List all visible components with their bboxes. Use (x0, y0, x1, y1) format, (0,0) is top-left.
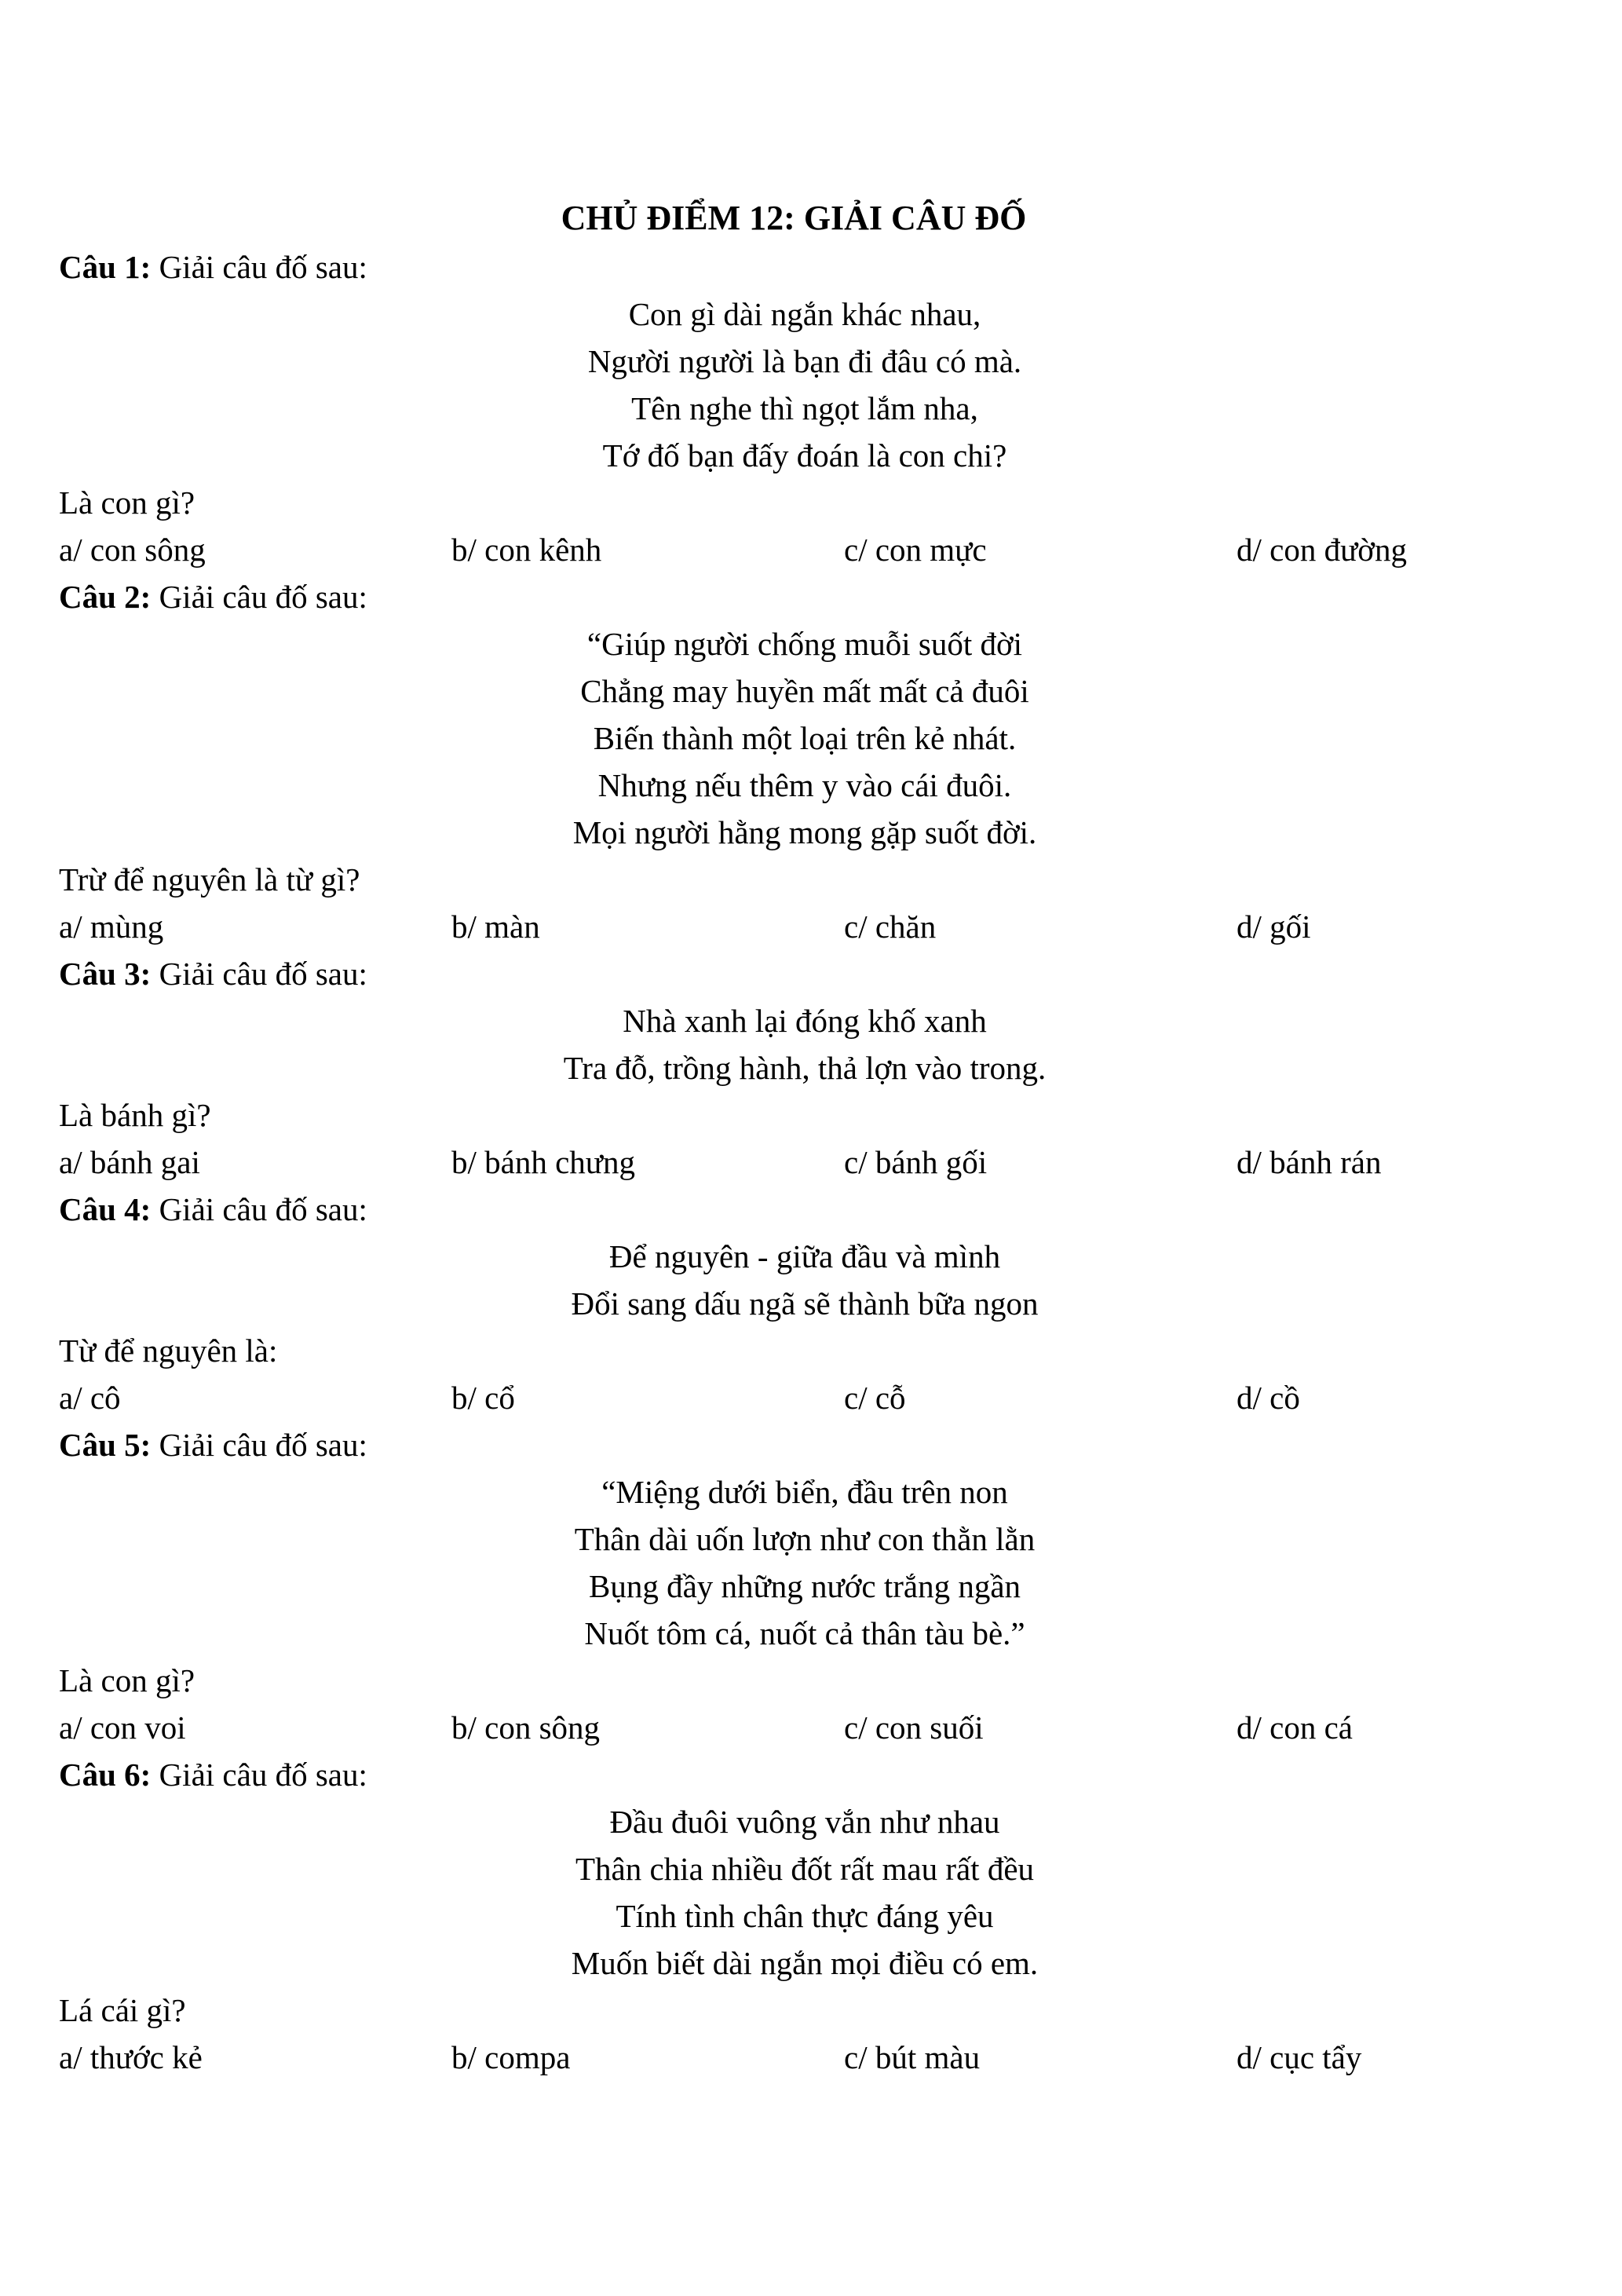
answer-option[interactable]: d/ cục tẩy (1237, 2039, 1362, 2075)
riddle-verse (59, 620, 1551, 856)
riddle-verse (59, 1233, 1551, 1327)
verse-line: Nuốt tôm cá, nuốt cả thân tàu bè.” (584, 1615, 1025, 1651)
verse-line: “Miệng dưới biển, đầu trên non (601, 1474, 1008, 1510)
answer-option[interactable]: b/ con kênh (451, 532, 602, 568)
answer-options (59, 1374, 1551, 1421)
answer-options (59, 1139, 1551, 1186)
page-title: CHỦ ĐIỂM 12: GIẢI CÂU ĐỐ (561, 199, 1027, 237)
verse-line: Thân chia nhiều đốt rất mau rất đều (575, 1851, 1035, 1887)
riddle-verse (59, 1468, 1551, 1657)
question-block (59, 243, 1551, 573)
answer-option[interactable]: c/ chăn (844, 909, 937, 945)
verse-line: Chẳng may huyền mất mất cả đuôi (580, 673, 1029, 709)
question-prompt: Giải câu đố sau: (159, 956, 367, 992)
answer-option[interactable]: b/ con sông (451, 1709, 601, 1746)
verse-line: Tớ đố bạn đấy đoán là con chi? (602, 437, 1007, 473)
question-ask: Lá cái gì? (59, 1992, 186, 2028)
verse-line: Tính tình chân thực đáng yêu (616, 1898, 994, 1934)
answer-option[interactable]: b/ compa (451, 2039, 571, 2075)
question-number: Câu 1: (59, 249, 152, 285)
question-number: Câu 4: (59, 1191, 152, 1227)
verse-line: Thân dài uốn lượn như con thằn lằn (574, 1521, 1036, 1557)
answer-option[interactable]: c/ con suối (844, 1709, 984, 1746)
verse-line: Tên nghe thì ngọt lắm nha, (631, 390, 978, 426)
question-number: Câu 2: (59, 579, 152, 615)
answer-option[interactable]: c/ bút màu (844, 2039, 981, 2075)
question-block (59, 1421, 1551, 1751)
question-heading (59, 1751, 1551, 1798)
verse-line: Muốn biết dài ngắn mọi điều có em. (571, 1945, 1039, 1981)
answer-option[interactable]: c/ bánh gối (844, 1144, 988, 1180)
question-block (59, 1751, 1551, 2081)
answer-option[interactable]: a/ thước kẻ (59, 2039, 203, 2075)
verse-line: Nhà xanh lại đóng khố xanh (623, 1003, 987, 1039)
question-number: Câu 3: (59, 956, 152, 992)
question-prompt: Giải câu đố sau: (159, 1427, 367, 1463)
answer-option[interactable]: a/ con sông (59, 532, 206, 568)
answer-option[interactable]: a/ mùng (59, 909, 164, 945)
question-block (59, 573, 1551, 950)
verse-line: Đầu đuôi vuông vắn như nhau (609, 1804, 1000, 1840)
verse-line: Tra đỗ, trồng hành, thả lợn vào trong. (563, 1050, 1047, 1086)
verse-line: Bụng đầy những nước trắng ngần (588, 1568, 1021, 1604)
question-ask: Là con gì? (59, 484, 195, 521)
question-heading (59, 1421, 1551, 1468)
question-ask: Từ để nguyên là: (59, 1333, 278, 1369)
riddle-verse (59, 291, 1551, 479)
answer-option[interactable]: d/ con cá (1237, 1709, 1353, 1746)
question-heading (59, 1186, 1551, 1233)
answer-option[interactable]: a/ con voi (59, 1709, 186, 1746)
verse-line: Đổi sang dấu ngã sẽ thành bữa ngon (571, 1285, 1039, 1322)
question-heading (59, 243, 1551, 291)
question-ask: Trừ để nguyên là từ gì? (59, 861, 360, 898)
question-prompt: Giải câu đố sau: (159, 579, 367, 615)
question-ask: Là con gì? (59, 1662, 195, 1698)
answer-option[interactable]: d/ cồ (1237, 1380, 1300, 1416)
worksheet-page (59, 195, 1551, 2081)
question-number: Câu 6: (59, 1757, 152, 1793)
question-prompt: Giải câu đố sau: (159, 1191, 367, 1227)
answer-options (59, 903, 1551, 950)
question-number: Câu 5: (59, 1427, 152, 1463)
question-prompt: Giải câu đố sau: (159, 1757, 367, 1793)
verse-line: Biến thành một loại trên kẻ nhát. (593, 720, 1017, 756)
answer-option[interactable]: a/ cô (59, 1380, 121, 1416)
riddle-verse (59, 997, 1551, 1091)
question-heading (59, 950, 1551, 997)
question-block (59, 950, 1551, 1186)
verse-line: “Giúp người chống muỗi suốt đời (586, 626, 1023, 662)
answer-options (59, 1704, 1551, 1751)
answer-options (59, 526, 1551, 573)
question-prompt: Giải câu đố sau: (159, 249, 367, 285)
verse-line: Để nguyên - giữa đầu và mình (608, 1238, 1001, 1274)
answer-options (59, 2034, 1551, 2081)
answer-option[interactable]: b/ cổ (451, 1380, 515, 1416)
verse-line: Con gì dài ngắn khác nhau, (628, 296, 981, 332)
answer-option[interactable]: a/ bánh gai (59, 1144, 200, 1180)
answer-option[interactable]: d/ gối (1237, 909, 1311, 945)
answer-option[interactable]: b/ bánh chưng (451, 1144, 636, 1180)
answer-option[interactable]: c/ cỗ (844, 1380, 906, 1416)
verse-line: Nhưng nếu thêm y vào cái đuôi. (597, 767, 1012, 803)
riddle-verse (59, 1798, 1551, 1987)
verse-line: Người người là bạn đi đâu có mà. (587, 343, 1022, 379)
answer-option[interactable]: d/ bánh rán (1237, 1144, 1382, 1180)
answer-option[interactable]: c/ con mực (844, 532, 987, 568)
answer-option[interactable]: d/ con đường (1237, 532, 1407, 568)
question-list (59, 243, 1551, 2081)
question-heading (59, 573, 1551, 620)
answer-option[interactable]: b/ màn (451, 909, 540, 945)
question-block (59, 1186, 1551, 1421)
verse-line: Mọi người hằng mong gặp suốt đời. (572, 814, 1037, 850)
question-ask: Là bánh gì? (59, 1097, 211, 1133)
